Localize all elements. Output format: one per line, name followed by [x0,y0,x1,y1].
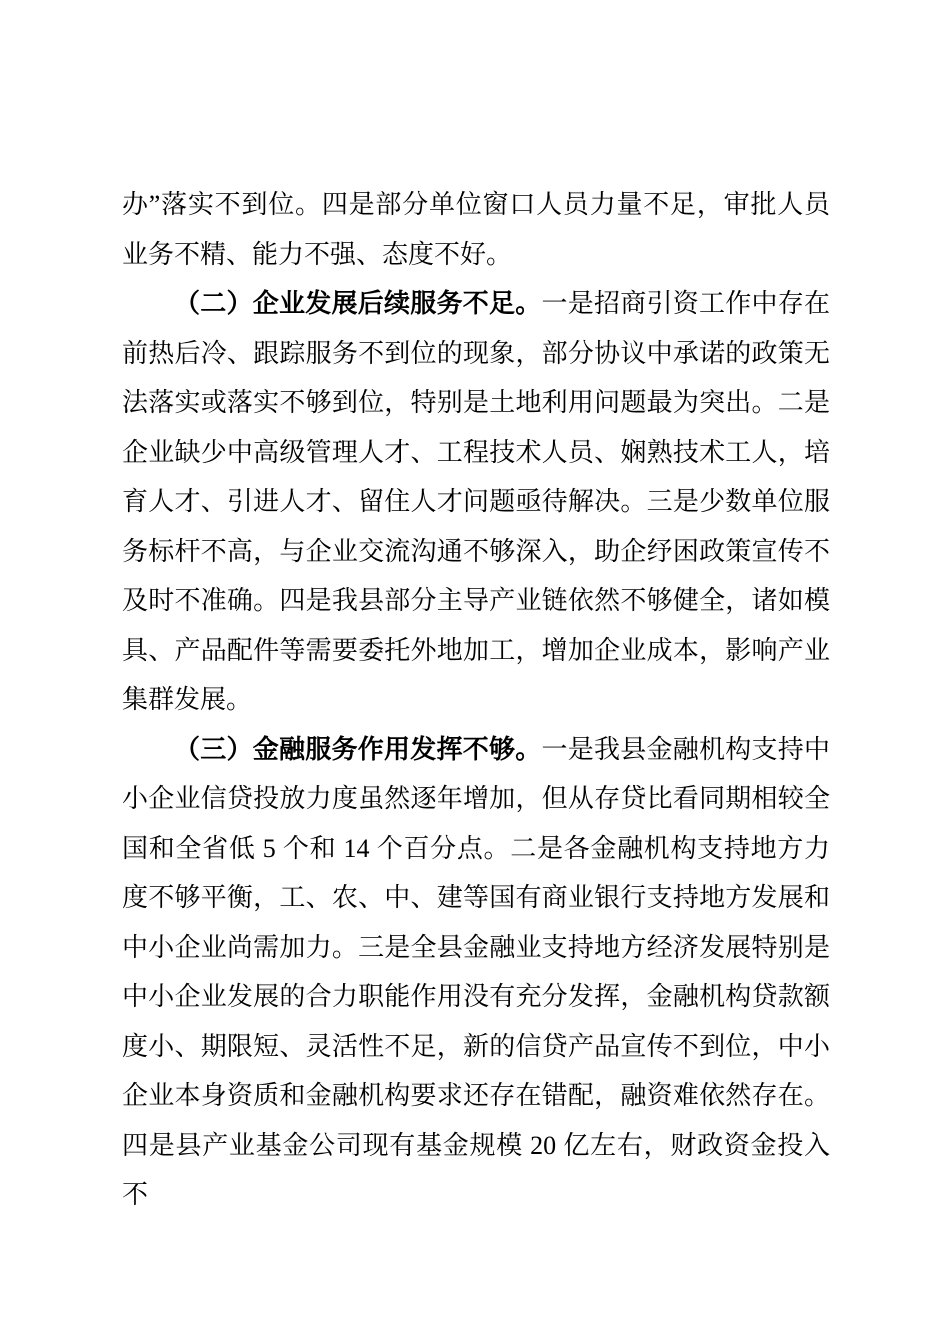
paragraph-section-2 [122,279,830,725]
paragraph-run: 一是我县金融机构支持中小企业信贷投放力度虽然逐年增加，但从存贷比看同期相较全国和全省低 5 个和 14 个百分点。二是各金融机构支持地方力度不够平衡，工、农、中、建等国有商业银行支持地方发展和中小企业尚需加力。三是全县金融业支持地方经济发展特别是中小企业发展的合力职能作用没有充分发挥，金融机构贷款额度小、期限短、灵活性不足，新的信贷产品宣传不到位，中小企业本身资质和金融机构要求还存在错配，融资难依然存在。四是县产业基金公司现有基金规模 20 亿左右，财政资金投入不 [122,734,830,1209]
paragraph-section-3 [122,725,830,1220]
text-body [122,180,830,1220]
section-heading-2: （二）企业发展后续服务不足。 [174,289,542,318]
paragraph-continuation [122,180,830,279]
paragraph-run: 办”落实不到位。四是部分单位窗口人员力量不足，审批人员业务不精、能力不强、态度不好。 [122,190,830,269]
section-heading-3: （三）金融服务作用发挥不够。 [174,734,542,764]
paragraph-run: 一是招商引资工作中存在前热后冷、跟踪服务不到位的现象，部分协议中承诺的政策无法落实或落实不够到位，特别是土地利用问题最为突出。二是企业缺少中高级管理人才、工程技术人员、娴熟技术工人，培育人才、引进人才、留住人才问题亟待解决。三是少数单位服务标杆不高，与企业交流沟通不够深入，助企纾困政策宣传不及时不准确。四是我县部分主导产业链依然不够健全，诸如模具、产品配件等需要委托外地加工，增加企业成本，影响产业集群发展。 [122,289,830,714]
